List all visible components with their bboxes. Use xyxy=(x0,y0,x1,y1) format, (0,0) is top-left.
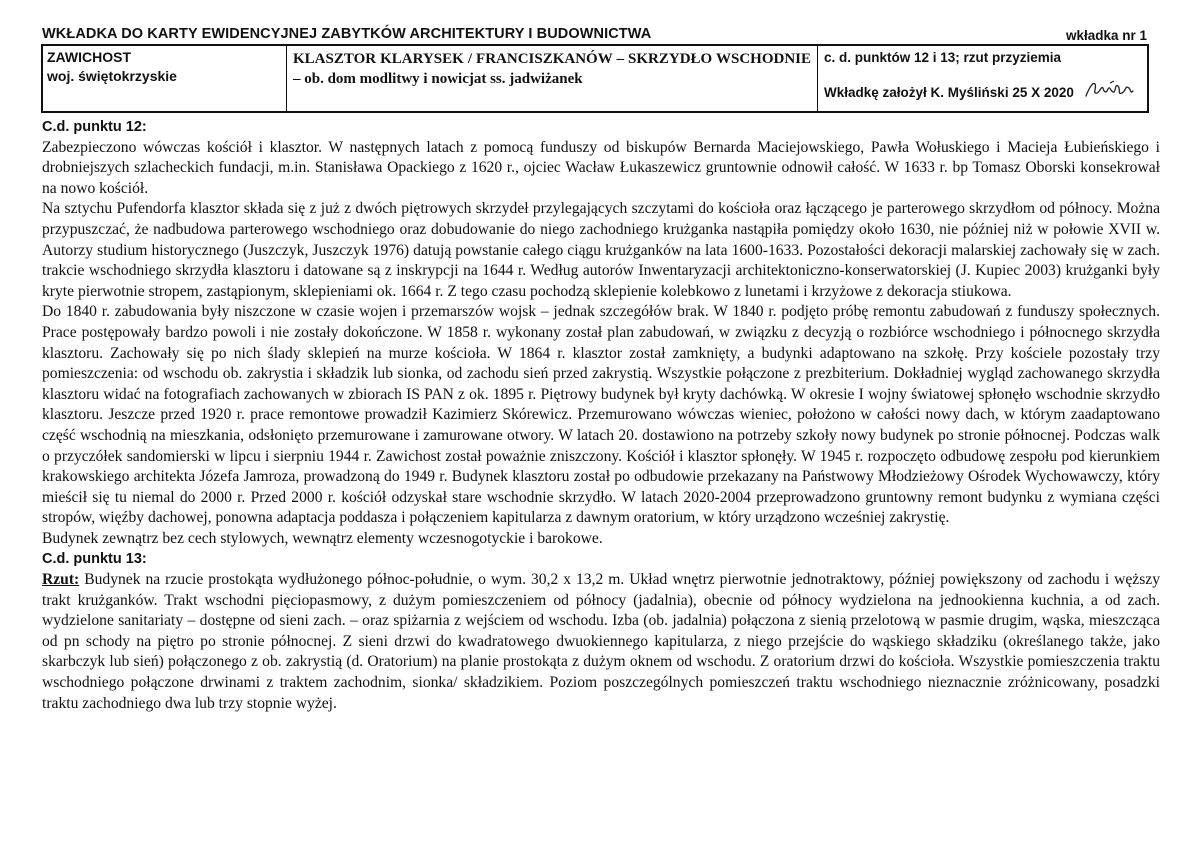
founder-line xyxy=(824,80,1134,102)
document-body xyxy=(42,117,1160,714)
object-cell xyxy=(287,46,818,111)
section-12-paragraph-3: Do 1840 r. zabudowania były niszczone w czasie wojen i przemarszów wojsk – jednak szczegółów brak. W 1840 r. podjęto próbę remontu zabudowań z funduszy społecznych. Prace postępowały bardzo powoli i nie zostały dokończone. W 1858 r. wykonany został plan zabudowań, w związku z decyzją o rozbiórce wschodniego i północnego skrzydła klasztoru. Zachowały się po nich ślady sklepień na murze kościoła. W 1864 r. klasztor został zamknięty, a budynki adaptowano na szkołę. Przy kościele pozostały trzy pomieszczenia: od wschodu ob. zakrystia i składzik lub sionka, od zachodu sień przed zakrystią. Wszystkie połączone z prezbiterium. Dokładniej wygląd zachowanego skrzydła klasztoru widać na fotografiach zachowanych w zbiorach IS PAN z ok. 1895 r. Piętrowy budynek był kryty dachówką. W okresie I wojny światowej spłonęło wschodnie skrzydło klasztoru. Jeszcze przed 1920 r. prace remontowe prowadził Kazimierz Skórewicz. Przemurowano wówczas wieniec, położono w całości nowy dach, w którym zaadaptowano część wschodnią na mieszkania, odsłonięto przemurowane i zamurowane otwory. W latach 20. dostawiono na potrzeby szkoły nowy budynek po stronie północnej. Podczas walk o przyczółek sandomierski w lipcu i sierpniu 1944 r. Zawichost został poważnie zniszczony. Kościół i klasztor spłonęły. W 1945 r. rozpoczęto odbudowę zespołu pod kierunkiem krakowskiego architekta Józefa Jamroza, prowadzoną do 1949 r. Budynek klasztoru został po odbudowie przekazany na Państwowy Młodzieżowy Ośrodek Wychowawczy, który mieścił się tu niemal do 2000 r. Przed 2000 r. kościół odzyskał stare wschodnie skrzydło. W latach 2020-2004 przeprowadzono gruntowny remont budynku z wymiana części stropów, więźby dachowej, ponowna adaptacja poddasza i połączeniem kapitularza z dawnym oratorium, w który urządzono wcześniej zakrystię. xyxy=(42,303,1160,527)
insert-number: wkładka nr 1 xyxy=(1065,28,1147,43)
section-12-paragraph-4: Budynek zewnątrz bez cech stylowych, wewnątrz elementy wczesnogotyckie i barokowe. xyxy=(42,529,603,547)
document-title: WKŁADKA DO KARTY EWIDENCYJNEJ ZABYTKÓW ARCHITEKTURY I BUDOWNICTWA xyxy=(42,26,652,42)
location-name: ZAWICHOST xyxy=(47,49,131,65)
section-12-heading: C.d. punktu 12: xyxy=(42,119,147,135)
continuation-note: c. d. punktów 12 i 13; rzut przyziemia xyxy=(824,50,1062,65)
section-13-heading: C.d. punktu 13: xyxy=(42,551,147,568)
section-12-paragraph-2: Na sztychu Pufendorfa klasztor składa się z już z dwóch piętrowych skrzydeł przylegających szczytami do kościoła oraz łączącego je parterowego skrzydłom od północy. Można przypuszczać, że nadbudowa parterowego wschodniego oraz dobudowanie do niego zachodniego krużganka nastąpiła pomiędzy około 1630, nie później niż w połowie XVII w. Autorzy studium historycznego (Juszczyk, Juszczyk 1976) datują powstanie całego ciągu krużganków na lata 1600-1633. Pozostałości dekoracji malarskiej zachowały się w zach. trakcie wschodniego skrzydła klasztoru i datowane są z inskrypcji na 1644 r. Według autorów Inwentaryzacji architektoniczno-konserwatorskiej (J. Kupiec 2003) krużganki były kryte pierwotnie stropem, zastąpionym, sklepieniami ok. 1664 r. Z tego czasu pochodzą sklepienie kolebkowo z lunetami i krzyżowe z dekoracja stiukowa. xyxy=(42,200,1160,300)
voivodeship: woj. świętokrzyskie xyxy=(47,68,177,84)
floor-plan-text: Budynek na rzucie prostokąta wydłużonego północ-południe, o wym. 30,2 x 13,2 m. Układ wnętrz pierwotnie jednotraktowy, później powiększony od zachodu i węższy trakt krużganków. Trakt wschodni pięciopasmowy, z dużym pomieszczeniem od północy (jadalnia), obecnie od północy wydzielona na jednookienna kuchnia, a od zach. wydzielone sanitariaty – dostępne od sieni zach. – oraz spiżarnia z wejściem od wschodu. Izba (ob. jadalnia) połączona z sienią przelotową w pasmie drugim, wąska, mieszcząca od pn schody na piętro po stronie północnej. Z sieni drzwi do kwadratowego dwuokiennego kapitularza, z niego przejście do wąskiego składziku (określanego także, jako skarbczyk lub sień) połączonego z ob. zakrystią (d. Oratorium) na planie prostokąta z dużym oknem od wschodu. Z oratorium drzwi do kościoła. Wszystkie pomieszczenia traktu wschodniego połączone drwinami z traktem zachodnim, sionka/ składzikiem. Poziom poszczególnych pomieszczeń traktu wschodniego nieznacznie zróżnicowany, posadzki traktu zachodniego dwa lub trzy stopnie wyżej. xyxy=(42,571,1160,712)
header-table xyxy=(41,44,1149,113)
section-12-paragraph-1: Zabezpieczono wówczas kościół i klasztor. W następnych latach z pomocą funduszy od biskupów Bernarda Maciejowskiego, Pawła Wołuskiego i Macieja Łubieńskiego i drobniejszych szlacheckich fundacji, m.in. Stanisława Opackiego z 1620 r., ojciec Wacław Łukaszewicz gruntownie odnowił całość. W 1633 r. bp Tomasz Oborski konsekrował na nowo kościół. xyxy=(42,138,1160,197)
handwritten-signature xyxy=(1084,80,1134,100)
founder-text: Wkładkę założył K. Myśliński 25 X 2020 xyxy=(824,85,1074,100)
section-13-paragraph xyxy=(42,570,1160,714)
floor-plan-label: Rzut: xyxy=(42,571,80,589)
continuation-cell xyxy=(818,46,1147,111)
location-cell xyxy=(43,46,287,111)
object-name: KLASZTOR KLARYSEK / FRANCISZKANÓW – SKRZYDŁO WSCHODNIE – ob. dom modlitwy i nowicjat ss. jadwiżanek xyxy=(293,51,811,87)
